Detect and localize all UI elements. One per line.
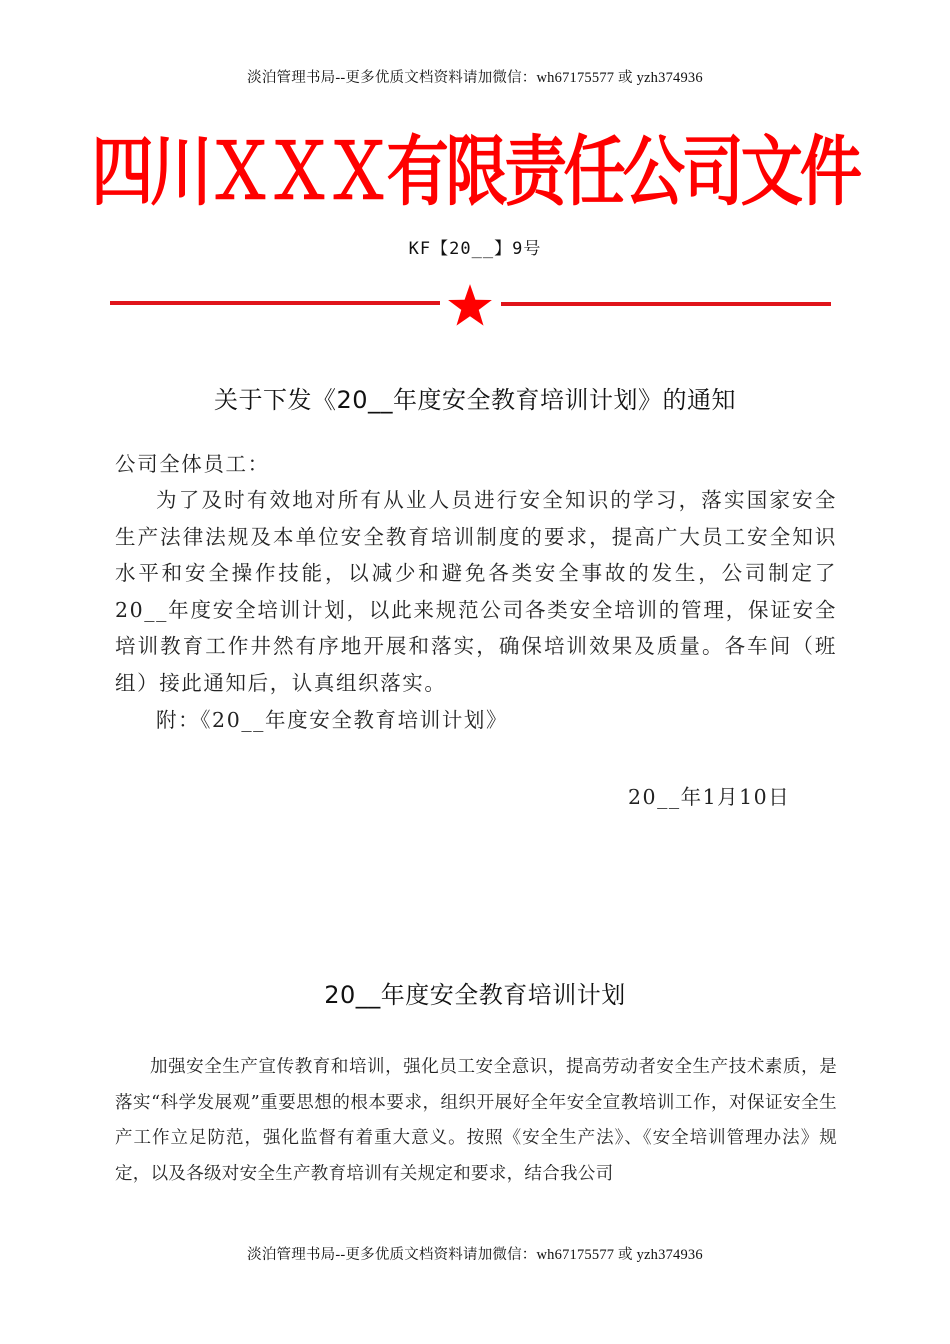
- organization-title: 四川ＸＸＸ有限责任公司文件: [91, 127, 859, 216]
- notice-title: 关于下发《20__年度安全教育培训计划》的通知: [213, 386, 737, 414]
- document-number: KF【20__】9号: [408, 239, 542, 259]
- issue-date: 20__年1月10日: [628, 785, 791, 809]
- watermark-footer: 淡泊管理书局--更多优质文档资料请加微信：wh67175577 或 yzh374936: [247, 1247, 703, 1263]
- attachment-line: 附：《20__年度安全教育培训计划》: [156, 708, 509, 732]
- red-star-icon: [447, 283, 493, 327]
- notice-paragraph: 为了及时有效地对所有从业人员进行安全知识的学习，落实国家安全生产法律法规及本单位安全教育培训制度的要求，提高广大员工安全知识水平和安全操作技能，以减少和避免各类安全事故的发生，公司制定了20__年度安全培训计划，以此来规范公司各类安全培训的管理，保证安全培训教育工作井然有序地开展和落实，确保培训效果及质量。各车间（班组）接此通知后，认真组织落实。: [115, 488, 837, 695]
- divider-line-left: [110, 301, 440, 305]
- watermark-header: 淡泊管理书局--更多优质文档资料请加微信：wh67175577 或 yzh374936: [247, 70, 703, 86]
- plan-title: 20__年度安全教育培训计划: [324, 981, 626, 1009]
- plan-paragraph: 加强安全生产宣传教育和培训，强化员工安全意识，提高劳动者安全生产技术素质，是落实“科学发展观”重要思想的根本要求，组织开展好全年安全宣教培训工作，对保证安全生产工作立足防范，强化监督有着重大意义。按照《安全生产法》、《安全培训管理办法》规定，以及各级对安全生产教育培训有关规定和要求，结合我公司: [115, 1057, 837, 1184]
- divider-line-right: [501, 302, 831, 306]
- salutation: 公司全体员工：: [115, 452, 270, 476]
